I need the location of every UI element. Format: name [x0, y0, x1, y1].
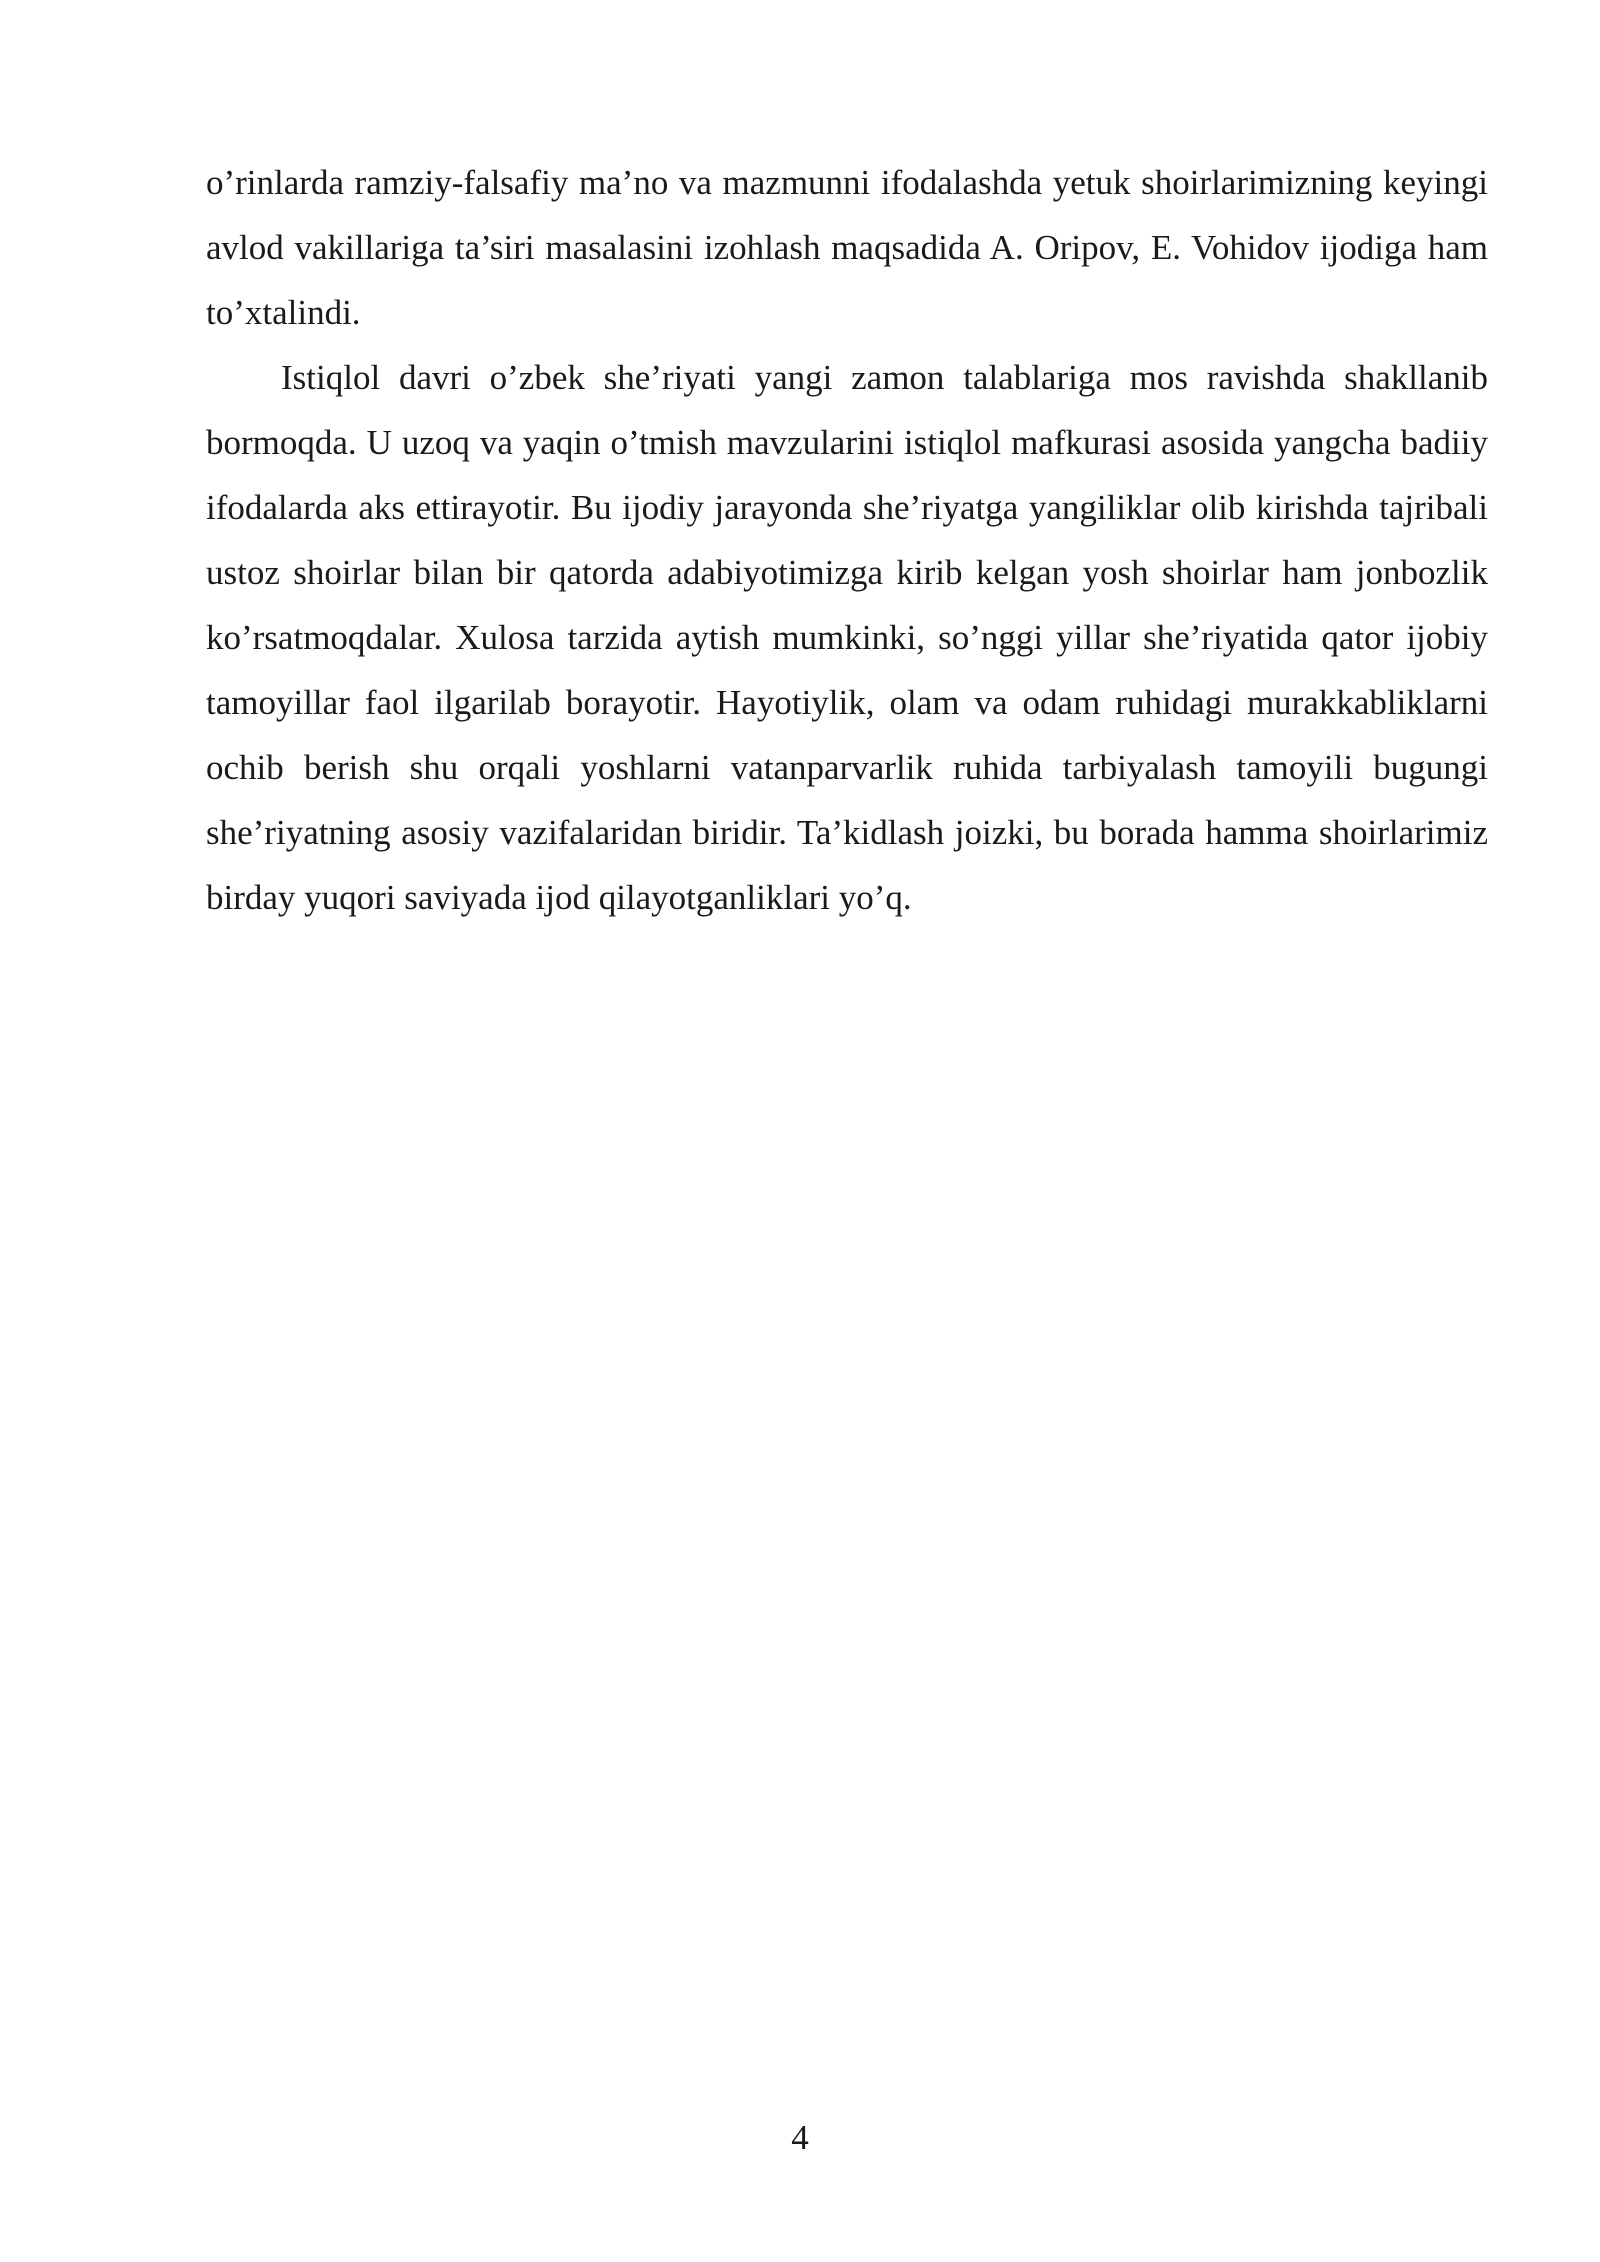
body-text: [206, 150, 1488, 930]
page-number: 4: [791, 2118, 809, 2157]
paragraph-istiqlol: Istiqlol davri o’zbek she’riyati yangi zamon talablariga mos ravishda shakllanib bormoqda. U uzoq va yaqin o’tmish mavzularini istiqlol mafkurasi asosida yangcha badiiy ifodalarda aks ettirayotir. Bu ijodiy jarayonda she’riyatga yangiliklar olib kirishda tajribali ustoz shoirlar bilan bir qatorda adabiyotimizga kirib kelgan yosh shoirlar ham jonbozlik ko’rsatmoqdalar. Xulosa tarzida aytish mumkinki, so’nggi yillar she’riyatida qator ijobiy tamoyillar faol ilgarilab borayotir. Hayotiylik, olam va odam ruhidagi murakkabliklarni ochib berish shu orqali yoshlarni vatanparvarlik ruhida tarbiyalash tamoyili bugungi she’riyatning asosiy vazifalaridan biridir. Ta’kidlash joizki, bu borada hamma shoirlarimiz birday yuqori saviyada ijod qilayotganliklari yo’q.: [206, 358, 1488, 917]
paragraph-continuation: o’rinlarda ramziy-falsafiy ma’no va mazmunni ifodalashda yetuk shoirlarimizning keyingi avlod vakillariga ta’siri masalasini izohlash maqsadida A. Oripov, E. Vohidov ijodiga ham to’xtalindi.: [206, 163, 1488, 332]
